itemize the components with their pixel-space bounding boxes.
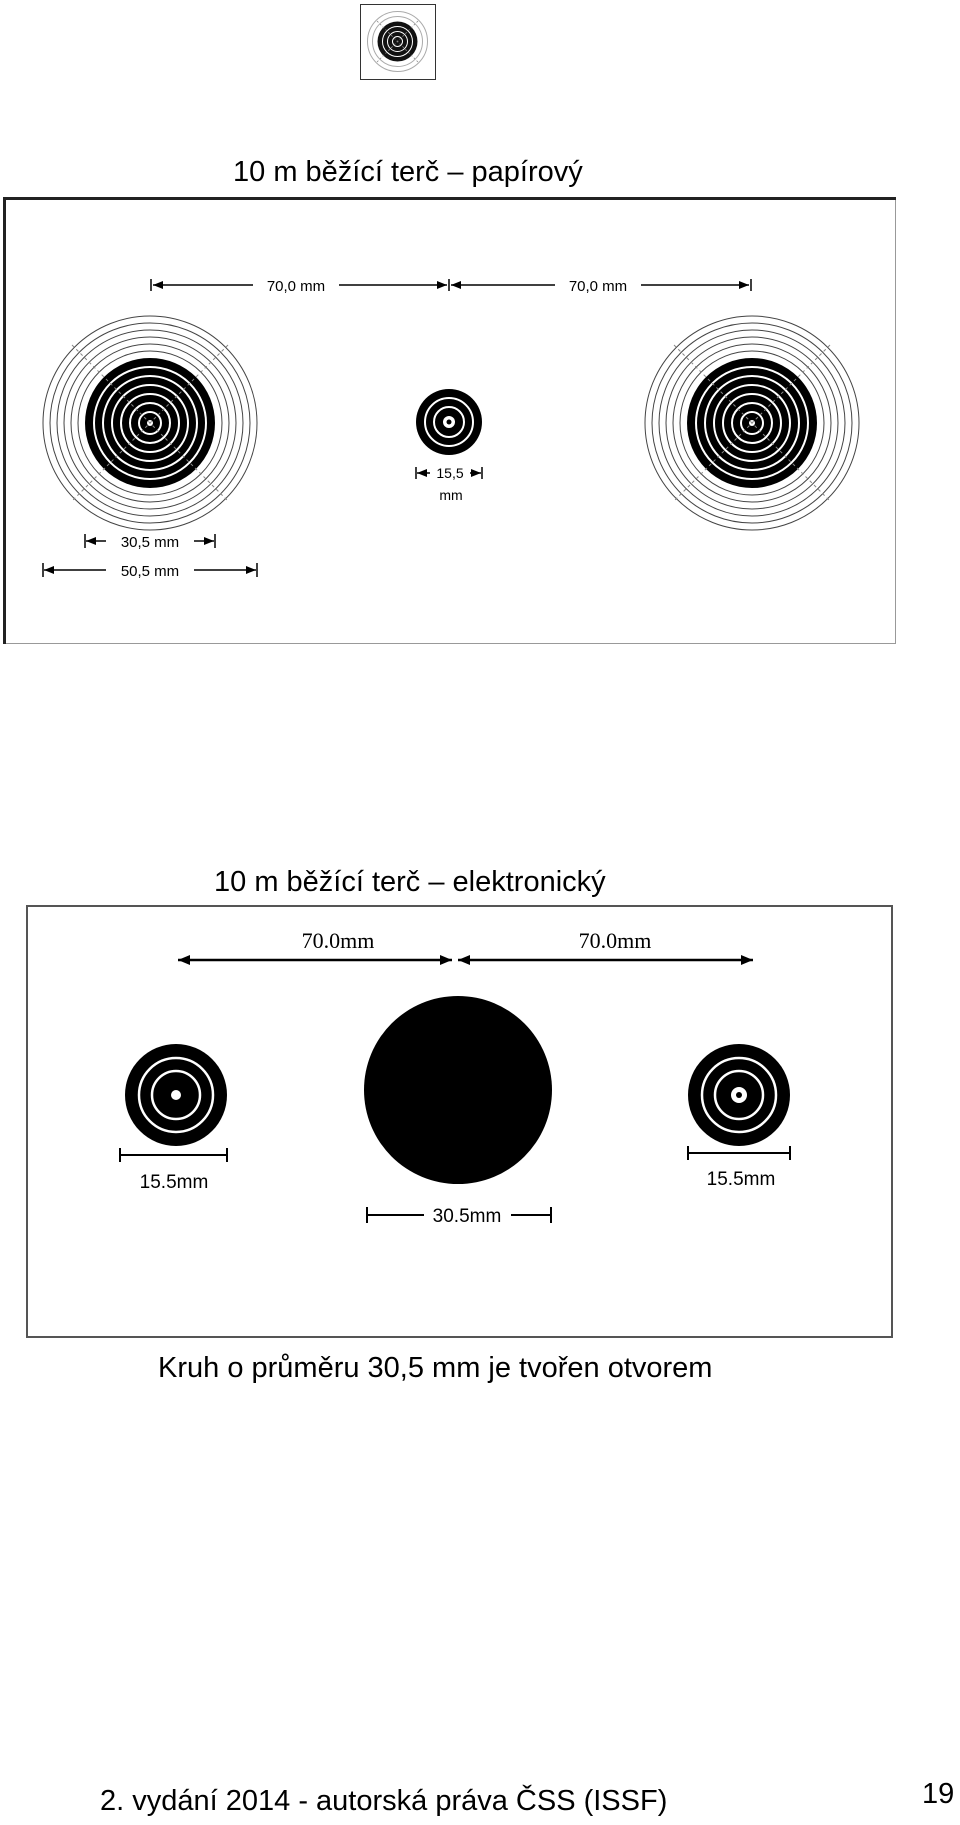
- paper-target-left: [43, 316, 257, 530]
- paper-target-center: [416, 389, 482, 455]
- target-icon: [361, 5, 434, 78]
- electronic-target-opening: [364, 996, 552, 1184]
- center-circle-label: 30.5mm: [432, 1206, 502, 1227]
- paper-target-diagram: [3, 197, 896, 644]
- electronic-target-left: [125, 1044, 227, 1146]
- electronic-target-caption: 10 m běžící terč – elektronický: [214, 866, 606, 898]
- opening-note: Kruh o průměru 30,5 mm je tvořen otvorem: [158, 1352, 713, 1384]
- paper-target-right: [645, 316, 859, 530]
- right-target-label: 15.5mm: [706, 1169, 776, 1190]
- left-spacing-label: 70.0mm: [301, 928, 375, 953]
- page-number: 19: [922, 1778, 955, 1810]
- electronic-target-diagram: [26, 905, 893, 1338]
- inner-black-label: 30,5 mm: [120, 534, 180, 551]
- paper-target-caption: 10 m běžící terč – papírový: [233, 156, 583, 188]
- outer-ring-label: 50,5 mm: [120, 563, 180, 580]
- left-target-label: 15.5mm: [139, 1172, 209, 1193]
- footer-text: 2. vydání 2014 - autorská práva ČSS (ISSF): [100, 1785, 668, 1817]
- right-spacing-label: 70,0 mm: [568, 278, 628, 295]
- center-width-unit: mm: [439, 487, 463, 503]
- issf-logo: [360, 4, 436, 80]
- center-width-label: 15,5: [436, 465, 464, 481]
- right-spacing-label: 70.0mm: [578, 928, 652, 953]
- electronic-target-right: [688, 1044, 790, 1146]
- left-spacing-label: 70,0 mm: [266, 278, 326, 295]
